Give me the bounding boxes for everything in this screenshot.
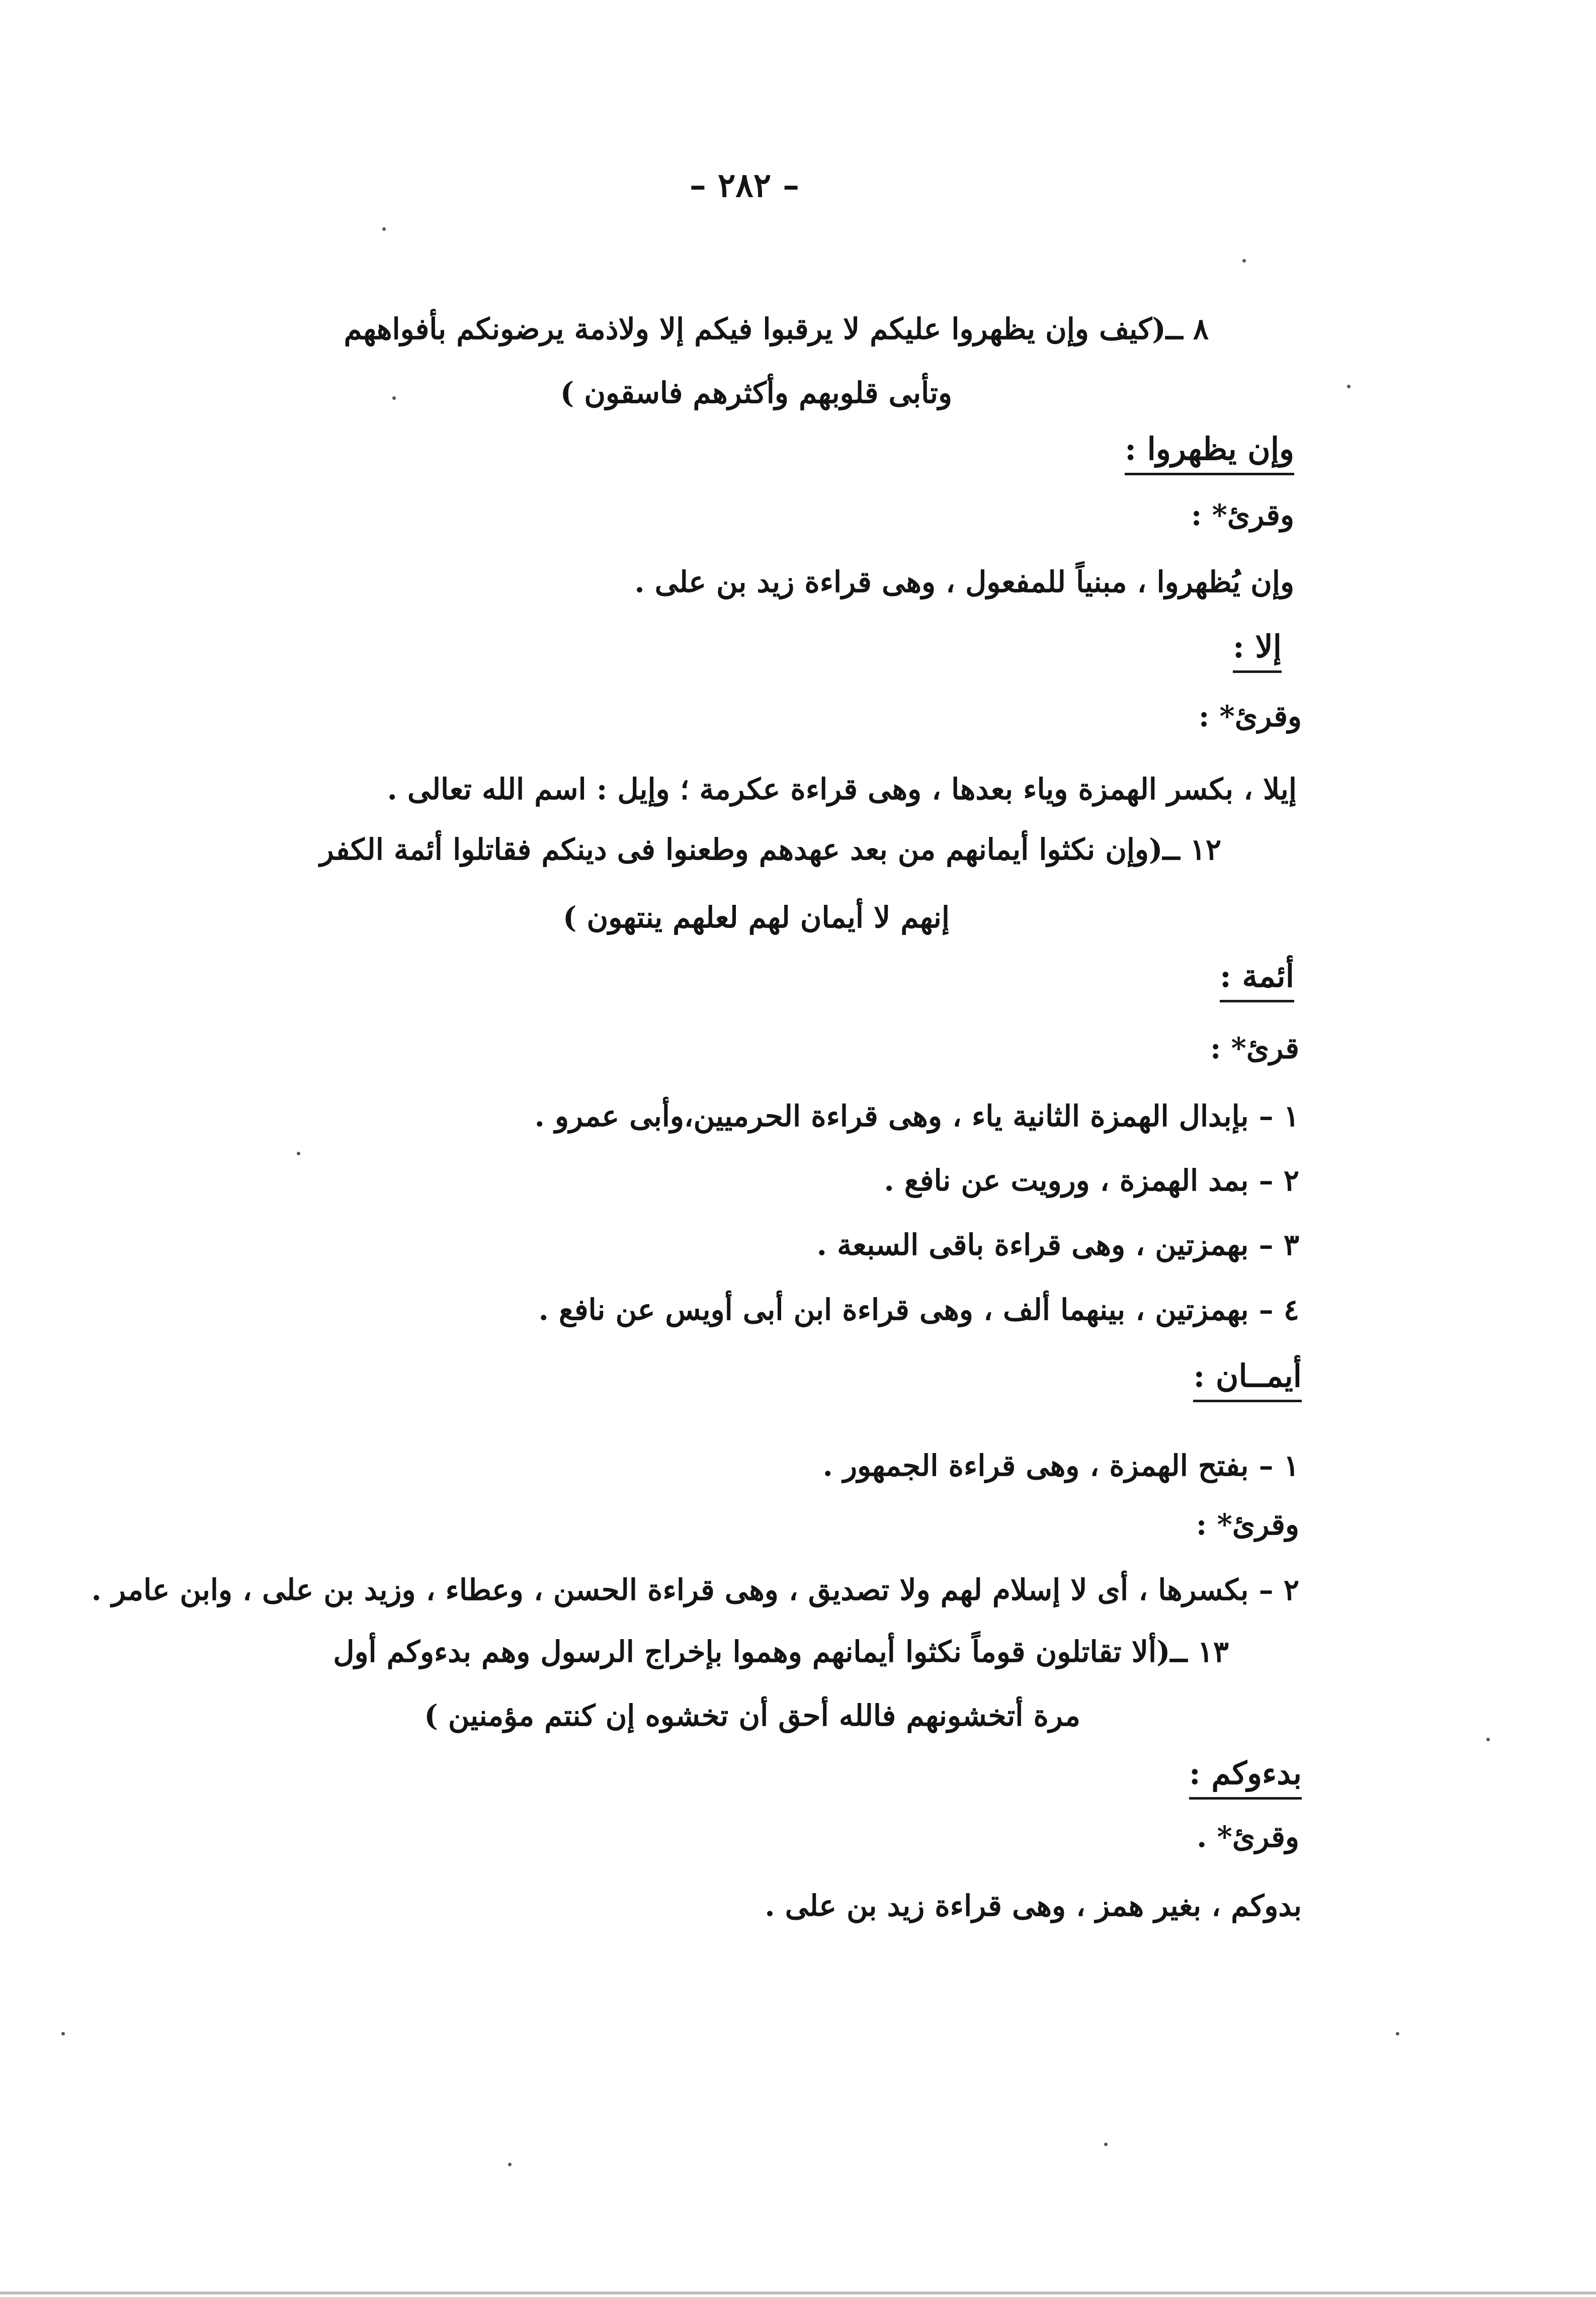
heading-illa: إلا : (1233, 631, 1282, 673)
qurie-label: وقرئ* . (1197, 1820, 1299, 1854)
verse-12-line-1: ١٢ ــ(وإن نكثوا أيمانهم من بعد عهدهم وطعنوا فى دينكم فقاتلوا أئمة الكفر (319, 832, 1221, 867)
ayman-reading-2: ٢ – بكسرها ، أى لا إسلام لهم ولا تصديق ، وهى قراءة الحسن ، وعطاء ، وزيد بن على ، وابن عامر . (91, 1573, 1299, 1607)
qurie-label: قرئ* : (1210, 1031, 1299, 1065)
aimma-reading-2: ٢ – بمد الهمزة ، ورويت عن نافع . (884, 1163, 1299, 1198)
aimma-reading-4: ٤ – بهمزتين ، بينهما ألف ، وهى قراءة ابن أبى أويس عن نافع . (538, 1293, 1299, 1327)
scan-speck (392, 396, 396, 400)
scan-speck (1396, 2032, 1399, 2035)
page-number: – ٢٨٢ – (689, 165, 800, 205)
aimma-reading-3: ٣ – بهمزتين ، وهى قراءة باقى السبعة . (816, 1228, 1299, 1262)
heading-wa-in-yazharu: وإن يظهروا : (1125, 434, 1294, 475)
yuzharu-reading-note: وإن يُظهروا ، مبنياً للمفعول ، وهى قراءة زيد بن على . (634, 565, 1294, 599)
verse-12-line-2: إنهم لا أيمان لهم لعلهم ينتهون ) (563, 900, 950, 934)
scan-speck (1347, 385, 1351, 388)
qurie-label: وقرئ* : (1196, 1507, 1299, 1542)
verse-8-line-1: ٨ ــ(كيف وإن يظهروا عليكم لا يرقبوا فيكم إلا ولاذمة يرضونكم بأفواههم (344, 312, 1209, 346)
scan-speck (1242, 259, 1246, 263)
scan-speck (382, 227, 386, 231)
badaukum-reading-note: بدوكم ، بغير همز ، وهى قراءة زيد بن على . (765, 1889, 1302, 1923)
verse-13-line-1: ١٣ ــ(ألا تقاتلون قوماً نكثوا أيمانهم وهموا بإخراج الرسول وهم بدءوكم أول (333, 1635, 1229, 1669)
ayman-reading-1: ١ – بفتح الهمزة ، وهى قراءة الجمهور . (822, 1449, 1299, 1483)
verse-13-line-2: مرة أتخشونهم فالله أحق أن تخشوه إن كنتم مؤمنين ) (424, 1698, 1080, 1733)
scan-speck (1486, 1738, 1490, 1741)
iyla-reading-note: إيلا ، بكسر الهمزة وياء بعدها ، وهى قراءة عكرمة ؛ وإيل : اسم الله تعالى . (387, 772, 1297, 806)
scan-speck (1104, 2143, 1108, 2146)
scan-speck (61, 2032, 65, 2035)
bottom-border (0, 2291, 1596, 2294)
aimma-reading-1: ١ – بإبدال الهمزة الثانية ياء ، وهى قراءة الحرميين،وأبى عمرو . (534, 1099, 1299, 1133)
scan-speck (508, 2163, 512, 2166)
qurie-label: وقرئ* : (1198, 699, 1302, 733)
heading-ayman: أيمــان : (1193, 1360, 1302, 1402)
heading-aimma: أئمة : (1220, 961, 1294, 1002)
scan-speck (297, 1152, 300, 1155)
heading-badaukum: بدءوكم : (1189, 1758, 1302, 1800)
verse-8-line-2: وتأبى قلوبهم وأكثرهم فاسقون ) (560, 376, 952, 410)
qurie-label: وقرئ* : (1191, 498, 1294, 532)
